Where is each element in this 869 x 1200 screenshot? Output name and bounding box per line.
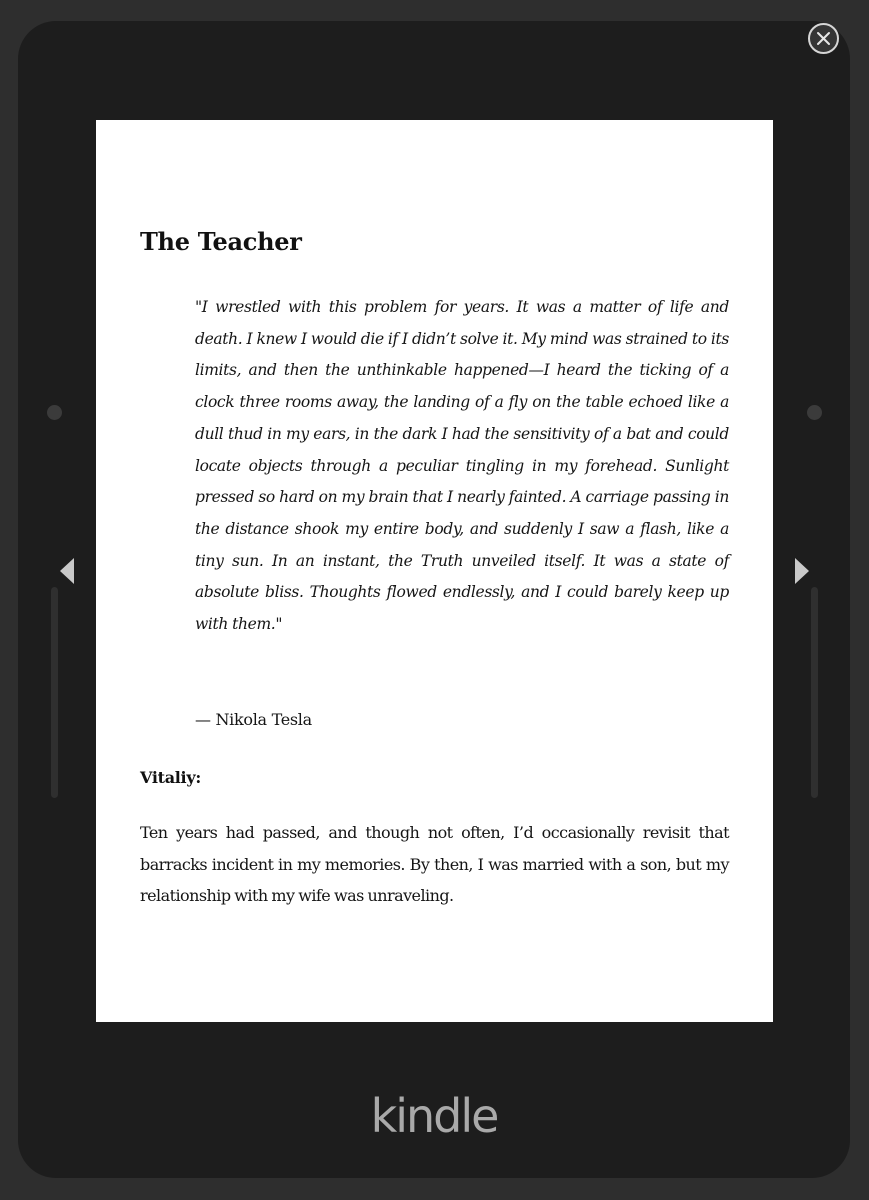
body-paragraph: Ten years had passed, and though not often, I’d occasionally revisit that barracks incident in my memories. By then, I was married with a son, but my relationship with my wife was unraveling. (140, 823, 729, 906)
right-indicator-dot (807, 405, 822, 420)
previous-page-tap-zone[interactable] (51, 587, 58, 798)
kindle-logo: kindle (370, 1089, 498, 1143)
chevron-right-icon (793, 557, 811, 585)
speaker-label: Vitaliy: (140, 768, 201, 787)
chevron-left-icon (58, 557, 76, 585)
previous-page-button[interactable] (58, 557, 76, 585)
book-page (96, 120, 773, 1022)
next-page-button[interactable] (793, 557, 811, 585)
close-icon (810, 25, 837, 52)
next-page-tap-zone[interactable] (811, 587, 818, 798)
epigraph-quote: "I wrestled with this problem for years. It was a matter of life and death. I knew I would die if I didn’t solve it. My mind was strained to its limits, and then the unthinkable happened—I heard the ticking of a clock three rooms away, the landing of a fly on the table echoed like a dull thud in my ears, in the dark I had the sensitivity of a bat and could locate objects through a peculiar tingling in my forehead. Sunlight pressed so hard on my brain that I nearly fainted. A carriage passing in the distance shook my entire body, and suddenly I saw a flash, like a tiny sun. In an instant, the Truth unveiled itself. It was a state of absolute bliss. Thoughts flowed endlessly, and I could barely keep up with them." (195, 298, 729, 634)
close-button[interactable] (808, 23, 839, 54)
chapter-title: The Teacher (140, 227, 302, 256)
epigraph-attribution: — Nikola Tesla (195, 710, 312, 729)
left-indicator-dot (47, 405, 62, 420)
